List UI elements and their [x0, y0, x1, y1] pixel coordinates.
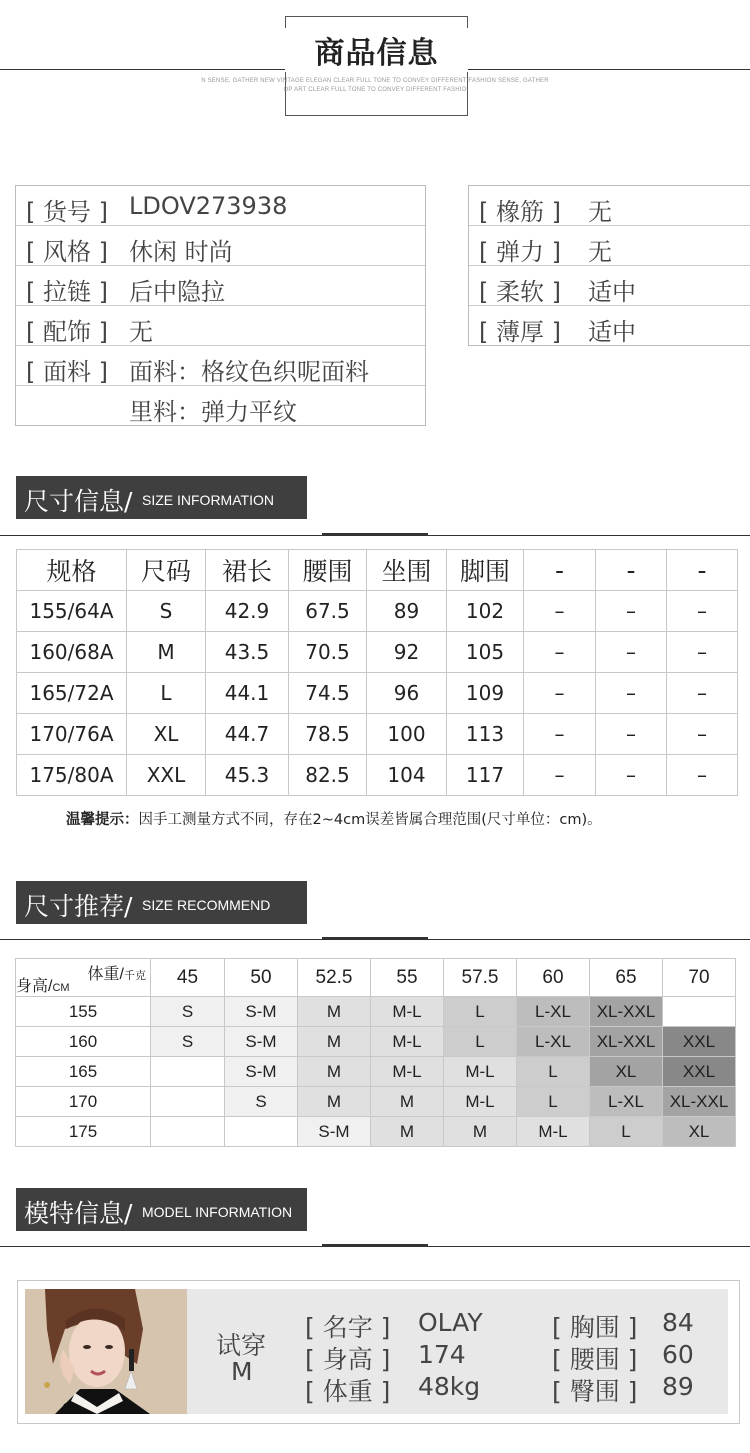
column-header: -	[667, 550, 738, 591]
info-key: [ 柔软 ]	[479, 278, 561, 306]
table-cell: 155/64A	[17, 591, 127, 632]
recommend-cell: M-L	[371, 1027, 444, 1057]
info-value: 里料：弹力平纹	[129, 398, 297, 426]
height-header: 155	[16, 997, 151, 1027]
recommend-row	[16, 1087, 736, 1117]
recommend-cell: M	[444, 1117, 517, 1147]
size-table-header	[17, 550, 738, 591]
info-row	[16, 226, 425, 266]
weight-header: 50	[225, 959, 298, 997]
info-key: [ 配饰 ]	[26, 318, 108, 346]
measurement-tip	[66, 808, 602, 829]
recommend-cell: S	[225, 1087, 298, 1117]
weight-header: 55	[371, 959, 444, 997]
recommend-cell: XXL	[663, 1057, 736, 1087]
recommend-cell: M-L	[371, 1057, 444, 1087]
table-cell: –	[524, 714, 596, 755]
table-cell: 89	[367, 591, 447, 632]
info-value: 无	[129, 318, 153, 346]
height-unit: CM	[52, 982, 70, 994]
info-value: 适中	[588, 278, 636, 306]
info-row	[469, 186, 750, 226]
table-cell: –	[667, 632, 738, 673]
column-header: -	[596, 550, 667, 591]
model-try-size: M	[231, 1357, 253, 1386]
model-try-label: 试穿	[216, 1331, 267, 1360]
model-subtitle: MODEL INFORMATION	[142, 1204, 293, 1220]
size-info-title: 尺寸信息/	[24, 487, 133, 516]
table-cell: 109	[447, 673, 524, 714]
table-cell: 175/80A	[17, 755, 127, 796]
info-row	[469, 306, 750, 345]
recommend-cell: XL-XXL	[590, 1027, 663, 1057]
info-key: [ 风格 ]	[26, 238, 108, 266]
table-cell: XL	[127, 714, 206, 755]
model-name-value: OLAY	[418, 1308, 483, 1337]
recommend-cell: XL-XXL	[590, 997, 663, 1027]
recommend-cell: S-M	[298, 1117, 371, 1147]
model-hip-value: 89	[662, 1372, 694, 1401]
table-cell: –	[524, 673, 596, 714]
table-cell: 78.5	[289, 714, 367, 755]
table-cell: L	[127, 673, 206, 714]
weight-header: 45	[151, 959, 225, 997]
recommend-cell	[151, 1057, 225, 1087]
product-info-left	[15, 185, 426, 426]
size-recommend-grid	[15, 958, 736, 1147]
info-key: [ 橡筋 ]	[479, 198, 561, 226]
height-label: 身高/	[16, 978, 53, 995]
info-row	[16, 266, 425, 306]
table-cell: 96	[367, 673, 447, 714]
height-header: 165	[16, 1057, 151, 1087]
info-row	[16, 346, 425, 386]
weight-axis-label	[88, 961, 146, 984]
recommend-cell: L-XL	[517, 997, 590, 1027]
height-header: 170	[16, 1087, 151, 1117]
table-cell: 42.9	[206, 591, 289, 632]
info-key: [ 弹力 ]	[479, 238, 561, 266]
recommend-cell: M-L	[371, 997, 444, 1027]
height-header: 160	[16, 1027, 151, 1057]
recommend-cell: S-M	[225, 1057, 298, 1087]
info-key: [ 面料 ]	[26, 358, 108, 386]
info-row	[469, 226, 750, 266]
model-photo	[25, 1289, 187, 1414]
info-key: [ 薄厚 ]	[479, 318, 561, 346]
table-cell: –	[667, 714, 738, 755]
recommend-cell: S-M	[225, 997, 298, 1027]
info-value: 无	[588, 198, 612, 226]
table-cell: S	[127, 591, 206, 632]
recommend-header-row	[16, 959, 736, 997]
info-value: 面料：格纹色织呢面料	[129, 358, 369, 386]
table-cell: 45.3	[206, 755, 289, 796]
recommend-cell: L-XL	[590, 1087, 663, 1117]
recommend-cell	[663, 997, 736, 1027]
table-cell: 67.5	[289, 591, 367, 632]
column-header: 脚围	[447, 550, 524, 591]
table-cell: –	[596, 673, 667, 714]
table-cell: 70.5	[289, 632, 367, 673]
recommend-cell: L	[444, 1027, 517, 1057]
recommend-row	[16, 1027, 736, 1057]
recommend-cell: M-L	[444, 1087, 517, 1117]
table-cell: –	[667, 755, 738, 796]
height-header: 175	[16, 1117, 151, 1147]
table-cell: 117	[447, 755, 524, 796]
table-cell: –	[596, 632, 667, 673]
recommend-cell: M-L	[444, 1057, 517, 1087]
table-cell: –	[667, 673, 738, 714]
table-cell: M	[127, 632, 206, 673]
table-cell: –	[596, 714, 667, 755]
tip-text: 因手工测量方式不同，存在2~4cm误差皆属合理范围(尺寸单位：cm)。	[138, 812, 602, 828]
weight-label: 体重/	[87, 966, 124, 983]
weight-header: 60	[517, 959, 590, 997]
section-rule	[0, 1246, 750, 1247]
info-row	[16, 306, 425, 346]
recommend-title: 尺寸推荐/	[24, 892, 133, 921]
recommend-row	[16, 997, 736, 1027]
table-cell: 44.7	[206, 714, 289, 755]
column-header: 尺码	[127, 550, 206, 591]
model-bust-value: 84	[662, 1308, 694, 1337]
info-value: 适中	[588, 318, 636, 346]
table-cell: –	[524, 632, 596, 673]
weight-header: 70	[663, 959, 736, 997]
info-value: 休闲 时尚	[129, 238, 233, 266]
recommend-cell	[225, 1117, 298, 1147]
product-info-right	[468, 185, 750, 346]
weight-header: 52.5	[298, 959, 371, 997]
column-header: -	[524, 550, 596, 591]
table-row	[17, 632, 738, 673]
recommend-row	[16, 1117, 736, 1147]
recommend-cell: M	[298, 1087, 371, 1117]
model-title: 模特信息/	[24, 1199, 133, 1228]
info-value: LDOV273938	[129, 192, 288, 220]
model-portrait-image	[25, 1289, 187, 1414]
size-table	[16, 549, 738, 796]
recommend-cell: L	[517, 1087, 590, 1117]
table-cell: 160/68A	[17, 632, 127, 673]
height-axis-label	[16, 973, 70, 996]
model-name-key: [ 名字 ]	[305, 1313, 391, 1342]
recommend-cell: XL	[590, 1057, 663, 1087]
model-weight-value: 48kg	[418, 1372, 481, 1401]
info-key: [ 拉链 ]	[26, 278, 108, 306]
size-info-title-bar	[16, 476, 307, 519]
table-cell: 165/72A	[17, 673, 127, 714]
section-rule	[0, 535, 750, 536]
table-cell: –	[667, 591, 738, 632]
table-cell: 113	[447, 714, 524, 755]
weight-unit: 千克	[124, 970, 146, 982]
model-height-key: [ 身高 ]	[305, 1345, 391, 1374]
recommend-cell	[151, 1117, 225, 1147]
grid-corner	[16, 959, 151, 997]
recommend-cell: XXL	[663, 1027, 736, 1057]
column-header: 裙长	[206, 550, 289, 591]
recommend-cell: XL	[663, 1117, 736, 1147]
recommend-cell: M	[298, 1057, 371, 1087]
table-cell: –	[596, 755, 667, 796]
table-row	[17, 755, 738, 796]
recommend-cell: L	[444, 997, 517, 1027]
recommend-row	[16, 1057, 736, 1087]
column-header: 坐围	[367, 550, 447, 591]
recommend-cell: L-XL	[517, 1027, 590, 1057]
model-title-bar	[16, 1188, 307, 1231]
recommend-cell: M	[371, 1117, 444, 1147]
table-cell: 170/76A	[17, 714, 127, 755]
table-cell: 102	[447, 591, 524, 632]
table-cell: 43.5	[206, 632, 289, 673]
table-cell: 104	[367, 755, 447, 796]
recommend-title-bar	[16, 881, 307, 924]
table-cell: 105	[447, 632, 524, 673]
table-row	[17, 673, 738, 714]
table-cell: 100	[367, 714, 447, 755]
recommend-cell: L	[590, 1117, 663, 1147]
model-waist-key: [ 腰围 ]	[552, 1345, 638, 1374]
weight-header: 65	[590, 959, 663, 997]
size-info-subtitle: SIZE INFORMATION	[142, 492, 274, 508]
recommend-cell: M-L	[517, 1117, 590, 1147]
section-rule	[0, 939, 750, 940]
model-bust-key: [ 胸围 ]	[552, 1313, 638, 1342]
recommend-cell: XL-XXL	[663, 1087, 736, 1117]
info-key: [ 货号 ]	[26, 198, 108, 226]
table-cell: 82.5	[289, 755, 367, 796]
table-row	[17, 591, 738, 632]
recommend-cell: S-M	[225, 1027, 298, 1057]
table-cell: –	[596, 591, 667, 632]
info-row	[16, 386, 425, 425]
info-value: 后中隐拉	[129, 278, 225, 306]
weight-header: 57.5	[444, 959, 517, 997]
header-subtitle-1: N SENSE, GATHER NEW VINTAGE ELEGAN CLEAR FULL TONE TO CONVEY DIFFERENT FASHION SENSE, GATHER	[201, 78, 549, 84]
table-cell: XXL	[127, 755, 206, 796]
recommend-cell: M	[298, 997, 371, 1027]
info-row	[16, 186, 425, 226]
table-row	[17, 714, 738, 755]
table-cell: 44.1	[206, 673, 289, 714]
info-row	[469, 266, 750, 306]
recommend-cell: S	[151, 997, 225, 1027]
recommend-cell: M	[371, 1087, 444, 1117]
table-cell: –	[524, 755, 596, 796]
model-height-value: 174	[418, 1340, 466, 1369]
table-cell: –	[524, 591, 596, 632]
recommend-cell: L	[517, 1057, 590, 1087]
tip-label: 温馨提示：	[66, 812, 139, 828]
model-hip-key: [ 臀围 ]	[552, 1377, 638, 1406]
page-title: 商品信息	[285, 28, 468, 72]
recommend-subtitle: SIZE RECOMMEND	[142, 897, 271, 913]
model-weight-key: [ 体重 ]	[305, 1377, 391, 1406]
column-header: 腰围	[289, 550, 367, 591]
table-cell: 74.5	[289, 673, 367, 714]
model-waist-value: 60	[662, 1340, 694, 1369]
column-header: 规格	[17, 550, 127, 591]
recommend-cell: S	[151, 1027, 225, 1057]
recommend-cell	[151, 1087, 225, 1117]
info-value: 无	[588, 238, 612, 266]
table-cell: 92	[367, 632, 447, 673]
header-subtitle-2: OP ART CLEAR FULL TONE TO CONVEY DIFFERENT FASHIO	[283, 87, 467, 93]
recommend-cell: M	[298, 1027, 371, 1057]
